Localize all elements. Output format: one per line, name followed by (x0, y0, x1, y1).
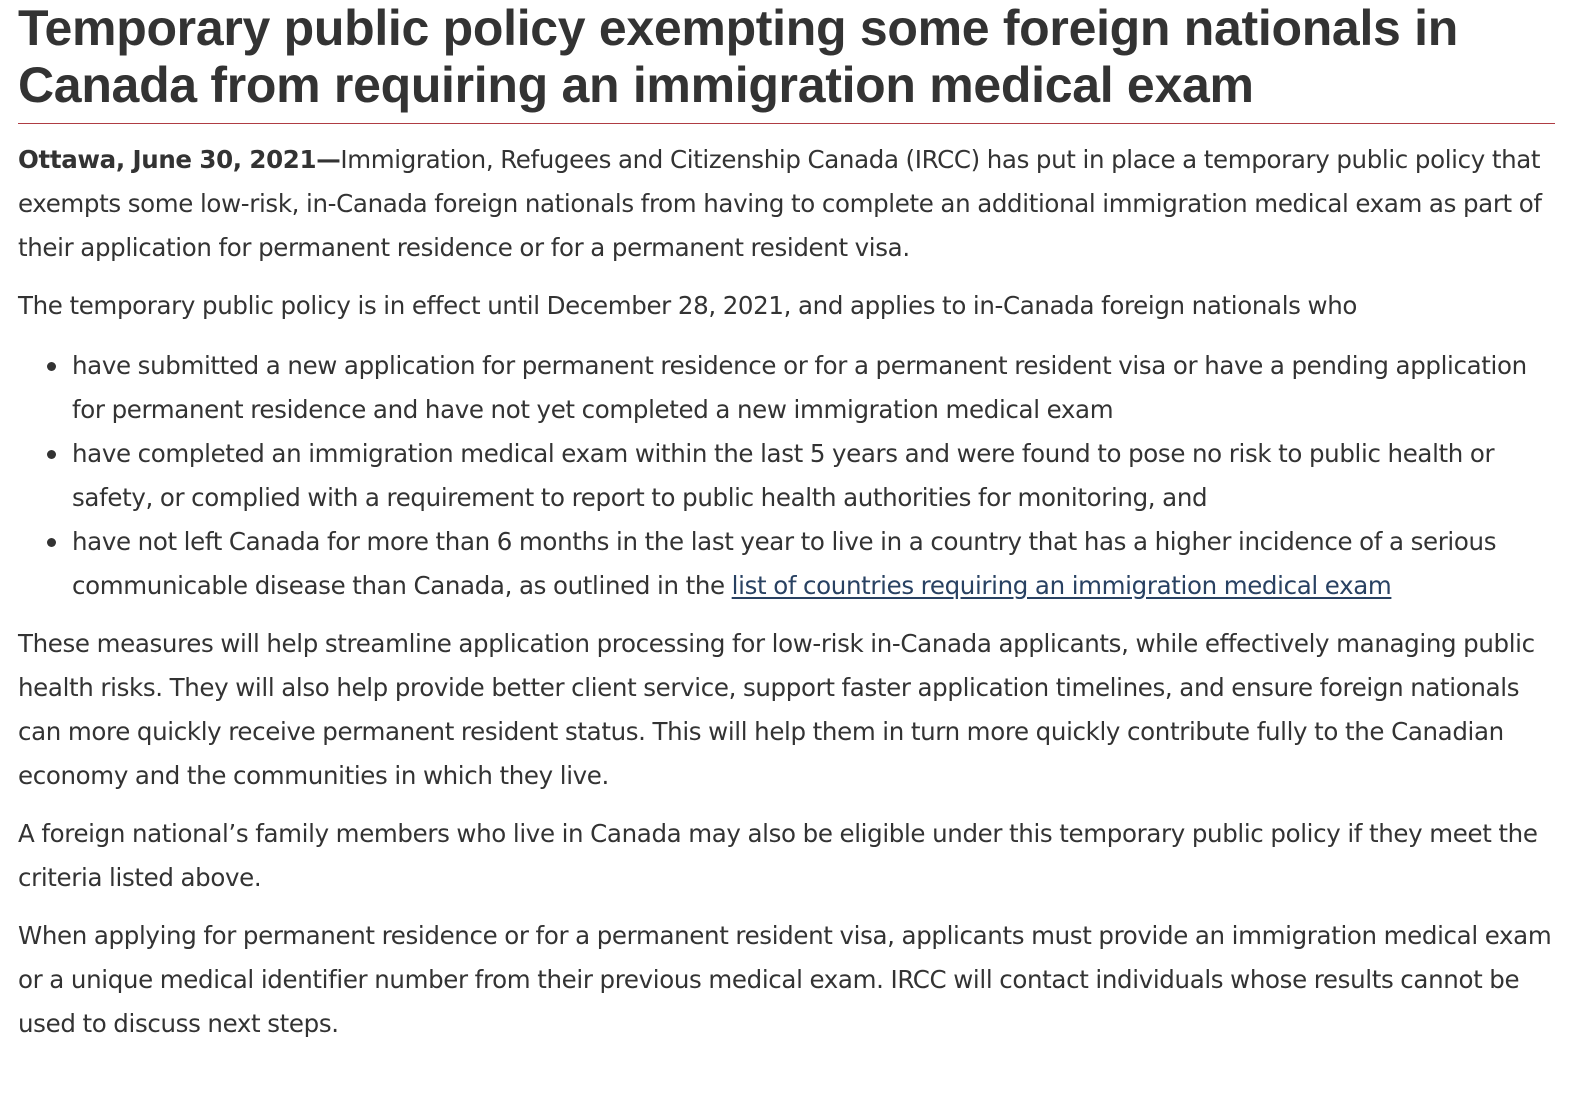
dateline: Ottawa, June 30, 2021— (18, 145, 341, 174)
bullet-icon (47, 450, 56, 459)
criteria-list (18, 344, 1555, 608)
bullet-icon (47, 362, 56, 371)
criteria-text: have not left Canada for more than 6 months in the last year to live in a country that has a higher incidence of a serious communicable disease than Canada, as outlined in the (72, 527, 1497, 600)
intro-paragraph (18, 138, 1555, 270)
list-item (72, 520, 1555, 608)
applying-paragraph: When applying for permanent residence or for a permanent resident visa, applicants must provide an immigration medical exam or a unique medical identifier number from their previous medical exam. IRCC will contact individuals whose results cannot be used to discuss next steps. (18, 921, 1552, 1038)
measures-paragraph: These measures will help streamline application processing for low-risk in-Canada applicants, while effectively managing public health risks. They will also help provide better client service, support faster application timelines, and ensure foreign nationals can more quickly receive permanent resident status. This will help them in turn more quickly contribute fully to the Canadian economy and the communities in which they live. (18, 629, 1535, 790)
criteria-text: have completed an immigration medical exam within the last 5 years and were found to pose no risk to public health or safety, or complied with a requirement to report to public health authorities for monitoring, and (72, 439, 1495, 512)
countries-list-link[interactable]: list of countries requiring an immigration medical exam (731, 571, 1392, 600)
criteria-text: have submitted a new application for permanent residence or for a permanent resident visa or have a pending application for permanent residence and have not yet completed a new immigration medical exam (72, 351, 1527, 424)
bullet-icon (47, 538, 56, 547)
list-item (72, 432, 1555, 520)
list-item (72, 344, 1555, 432)
intro-text: Immigration, Refugees and Citizenship Canada (IRCC) has put in place a temporary public policy that exempts some low-risk, in-Canada foreign nationals from having to complete an additional immigration medical exam as part of their application for permanent residence or for a permanent resident visa. (18, 145, 1542, 262)
family-paragraph: A foreign national’s family members who live in Canada may also be eligible under this temporary public policy if they meet the criteria listed above. (18, 819, 1538, 892)
page-title: Temporary public policy exempting some foreign nationals in Canada from requiring an immigration medical exam (18, 0, 1555, 124)
policy-statement: The temporary public policy is in effect until December 28, 2021, and applies to in-Canada foreign nationals who (18, 291, 1358, 320)
